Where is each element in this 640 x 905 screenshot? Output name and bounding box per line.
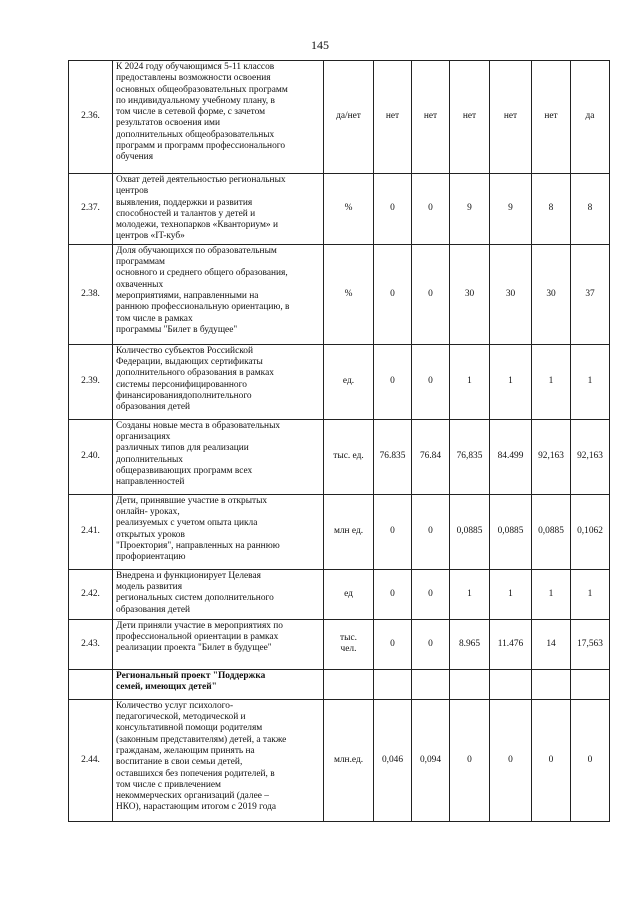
empty-cell — [490, 669, 532, 699]
unit-cell: тыс. чел. — [324, 619, 374, 669]
indicator-name-cell: Созданы новые места в образовательных организациях различных типов для реализации дополнительных общеразвивающих программ всех направленностей — [113, 419, 324, 494]
indicator-name-cell: Внедрена и функционирует Целевая модель развития региональных систем дополнительного образования детей — [113, 569, 324, 619]
table-row — [69, 61, 610, 174]
section-title: Региональный проект "Поддержка семей, имеющих детей" — [113, 669, 324, 699]
section-row — [69, 669, 610, 699]
value-4-cell: 0,0885 — [490, 494, 532, 569]
value-2-cell: 0 — [412, 344, 450, 419]
empty-cell — [412, 669, 450, 699]
value-1-cell: нет — [374, 61, 412, 174]
indicators-table — [68, 60, 610, 822]
value-1-cell: 0 — [374, 244, 412, 344]
indicator-name-cell: Дети, принявшие участие в открытых онлайн- уроках, реализуемых с учетом опыта цикла открытых уроков "Проектория", направленных на раннюю профориентацию — [113, 494, 324, 569]
value-5-cell: 1 — [532, 569, 571, 619]
row-id-cell: 2.42. — [69, 569, 113, 619]
empty-cell — [69, 669, 113, 699]
value-1-cell: 0 — [374, 569, 412, 619]
value-4-cell: 1 — [490, 344, 532, 419]
unit-cell: % — [324, 244, 374, 344]
value-6-cell: 0 — [571, 699, 610, 821]
table-row — [69, 494, 610, 569]
value-3-cell: 8.965 — [450, 619, 490, 669]
value-4-cell: нет — [490, 61, 532, 174]
value-3-cell: 9 — [450, 174, 490, 245]
empty-cell — [532, 669, 571, 699]
unit-cell: % — [324, 174, 374, 245]
table-row — [69, 174, 610, 245]
value-4-cell: 11.476 — [490, 619, 532, 669]
unit-cell: млн.ед. — [324, 699, 374, 821]
row-id-cell: 2.38. — [69, 244, 113, 344]
row-id-cell: 2.40. — [69, 419, 113, 494]
unit-cell: ед. — [324, 344, 374, 419]
value-6-cell: 37 — [571, 244, 610, 344]
table-row — [69, 619, 610, 669]
page-number: 145 — [311, 38, 329, 52]
row-id-cell: 2.44. — [69, 699, 113, 821]
value-4-cell: 1 — [490, 569, 532, 619]
row-id-cell: 2.36. — [69, 61, 113, 174]
value-3-cell: 76,835 — [450, 419, 490, 494]
value-1-cell: 0 — [374, 174, 412, 245]
row-id-cell: 2.41. — [69, 494, 113, 569]
value-5-cell: 92,163 — [532, 419, 571, 494]
value-6-cell: 1 — [571, 569, 610, 619]
value-2-cell: 0 — [412, 494, 450, 569]
empty-cell — [324, 669, 374, 699]
table-row — [69, 344, 610, 419]
value-1-cell: 0,046 — [374, 699, 412, 821]
value-4-cell: 30 — [490, 244, 532, 344]
row-id-cell: 2.37. — [69, 174, 113, 245]
indicator-name-cell: Количество услуг психолого- педагогической, методической и консультативной помощи родителям (законным представителям) детей, а также гражданам, желающим принять на воспитание в свои семьи детей, оставшихся без попечения родителей, в том числе с привлечением некоммерческих организаций (далее – НКО), нарастающим итогом с 2019 года — [113, 699, 324, 821]
value-3-cell: 0 — [450, 699, 490, 821]
value-4-cell: 84.499 — [490, 419, 532, 494]
value-6-cell: 17,563 — [571, 619, 610, 669]
value-4-cell: 0 — [490, 699, 532, 821]
empty-cell — [374, 669, 412, 699]
unit-cell: млн ед. — [324, 494, 374, 569]
value-3-cell: 0,0885 — [450, 494, 490, 569]
indicator-name-cell: К 2024 году обучающимся 5-11 классов предоставлены возможности освоения основных общеобразовательных программ по индивидуальному учебному плану, в том числе в сетевой форме, с зачетом результатов освоения ими дополнительных общеобразовательных программ и программ профессионального обучения — [113, 61, 324, 174]
value-6-cell: 1 — [571, 344, 610, 419]
value-1-cell: 0 — [374, 619, 412, 669]
value-5-cell: 1 — [532, 344, 571, 419]
indicator-name-cell: Охват детей деятельностью региональных центров выявления, поддержки и развития способностей и талантов у детей и молодежи, технопарков «Кванториум» и центров «IT-куб» — [113, 174, 324, 245]
value-5-cell: нет — [532, 61, 571, 174]
value-2-cell: 0 — [412, 569, 450, 619]
value-2-cell: 76.84 — [412, 419, 450, 494]
value-5-cell: 30 — [532, 244, 571, 344]
value-2-cell: 0 — [412, 174, 450, 245]
value-3-cell: 1 — [450, 344, 490, 419]
indicator-name-cell: Дети приняли участие в мероприятиях по профессиональной ориентации в рамках реализации проекта "Билет в будущее" — [113, 619, 324, 669]
value-1-cell: 0 — [374, 344, 412, 419]
value-3-cell: 30 — [450, 244, 490, 344]
value-3-cell: 1 — [450, 569, 490, 619]
unit-cell: да/нет — [324, 61, 374, 174]
row-id-cell: 2.39. — [69, 344, 113, 419]
unit-cell: ед — [324, 569, 374, 619]
value-1-cell: 0 — [374, 494, 412, 569]
value-2-cell: 0 — [412, 244, 450, 344]
indicator-name-cell: Доля обучающихся по образовательным программам основного и среднего общего образования, охваченных мероприятиями, направленными на раннюю профессиональную ориентацию, в том числе в рамках программы "Билет в будущее" — [113, 244, 324, 344]
value-6-cell: да — [571, 61, 610, 174]
empty-cell — [571, 669, 610, 699]
value-6-cell: 92,163 — [571, 419, 610, 494]
value-5-cell: 8 — [532, 174, 571, 245]
value-1-cell: 76.835 — [374, 419, 412, 494]
value-6-cell: 8 — [571, 174, 610, 245]
value-5-cell: 14 — [532, 619, 571, 669]
value-5-cell: 0 — [532, 699, 571, 821]
table-row — [69, 244, 610, 344]
value-2-cell: 0,094 — [412, 699, 450, 821]
value-5-cell: 0,0885 — [532, 494, 571, 569]
table-row — [69, 699, 610, 821]
unit-cell: тыс. ед. — [324, 419, 374, 494]
table-row — [69, 569, 610, 619]
empty-cell — [450, 669, 490, 699]
row-id-cell: 2.43. — [69, 619, 113, 669]
value-3-cell: нет — [450, 61, 490, 174]
indicator-name-cell: Количество субъектов Российской Федерации, выдающих сертификаты дополнительного образования в рамках системы персонифицированного финансированиядополнительного образования детей — [113, 344, 324, 419]
value-6-cell: 0,1062 — [571, 494, 610, 569]
value-2-cell: 0 — [412, 619, 450, 669]
value-2-cell: нет — [412, 61, 450, 174]
value-4-cell: 9 — [490, 174, 532, 245]
table-row — [69, 419, 610, 494]
